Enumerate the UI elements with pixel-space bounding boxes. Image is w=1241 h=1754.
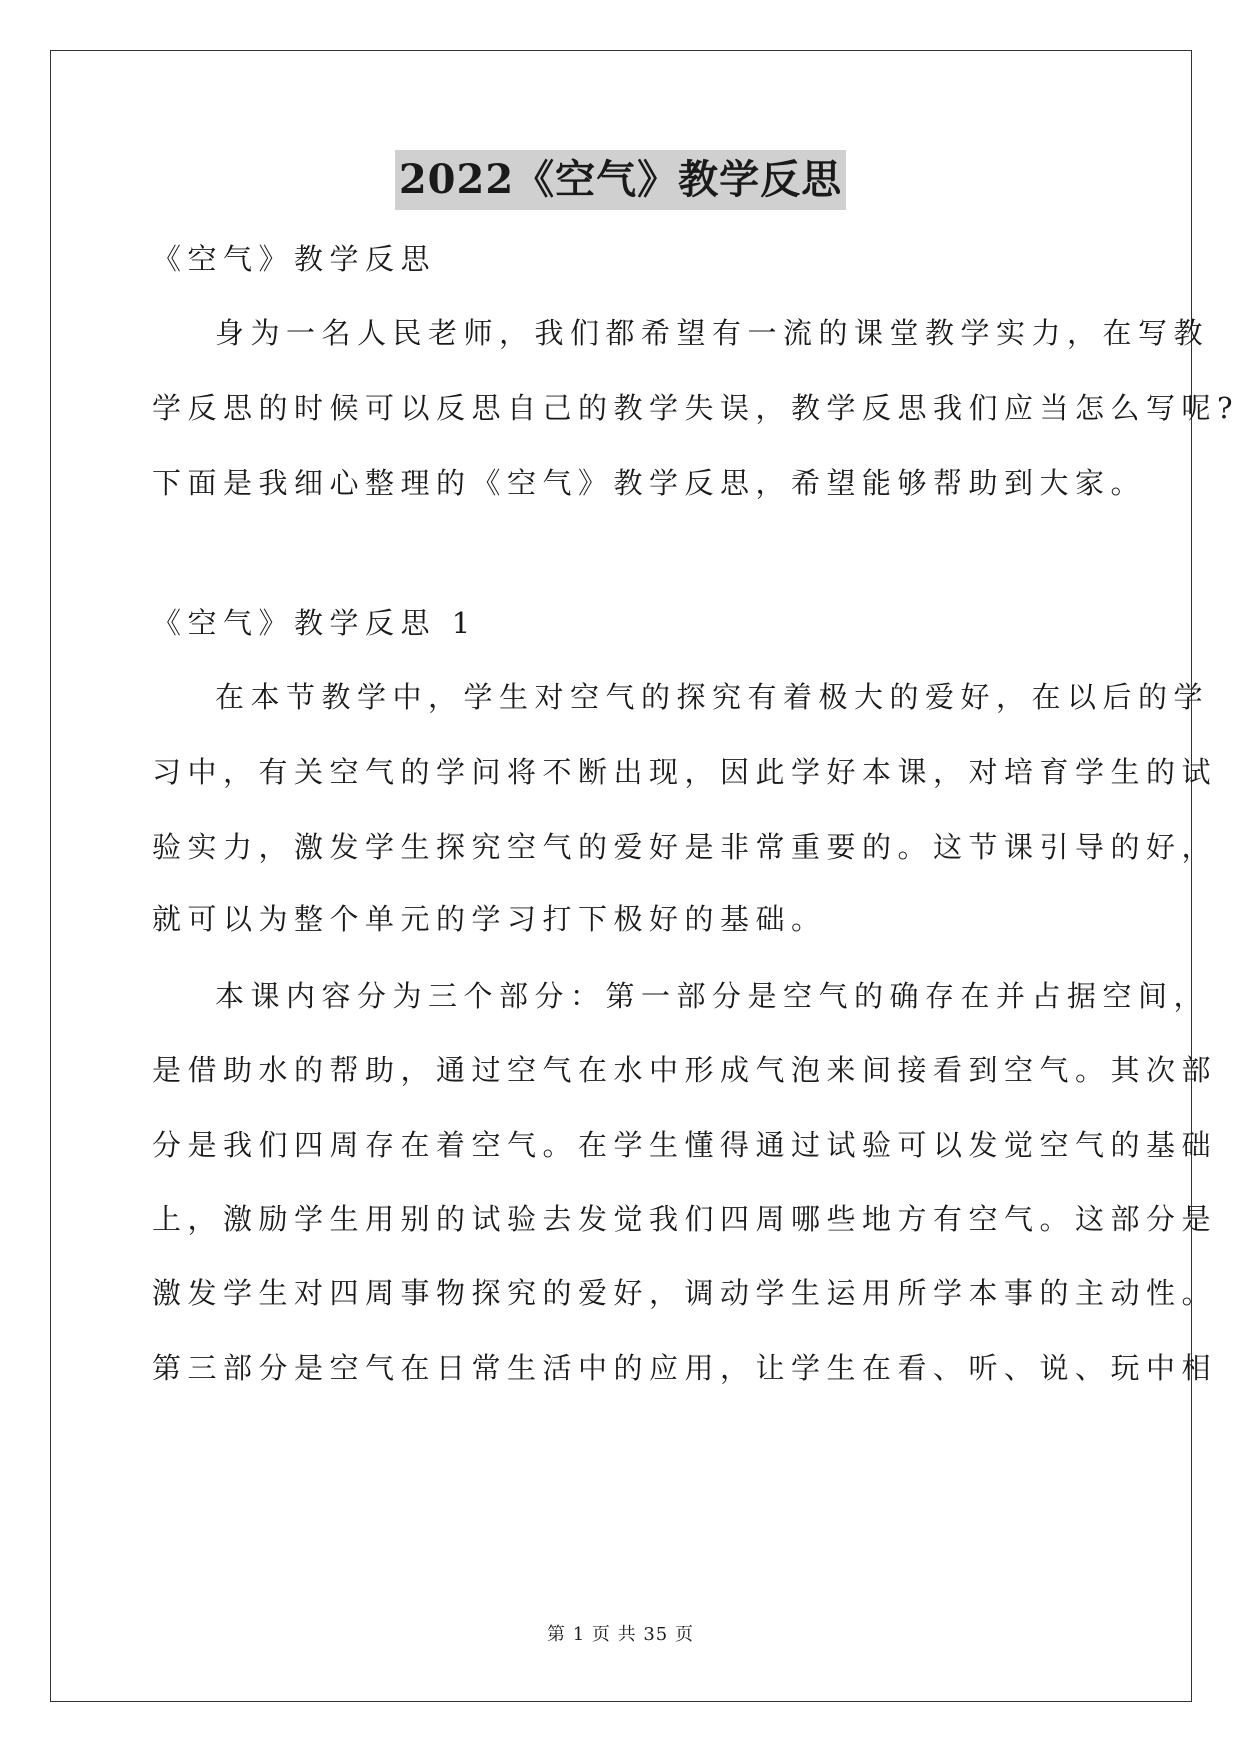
paragraph-line: 是借助水的帮助，通过空气在水中形成气泡来间接看到空气。其次部 bbox=[152, 1053, 1218, 1087]
intro-line: 下面是我细心整理的《空气》教学反思，希望能够帮助到大家。 bbox=[152, 466, 1147, 500]
paragraph-line: 在本节教学中，学生对空气的探究有着极大的爱好，在以后的学 bbox=[215, 680, 1210, 714]
paragraph-line: 分是我们四周存在着空气。在学生懂得通过试验可以发觉空气的基础 bbox=[152, 1128, 1218, 1162]
paragraph-line: 本课内容分为三个部分：第一部分是空气的确存在并占据空间， bbox=[215, 979, 1210, 1013]
page-footer: 第 1 页 共 35 页 bbox=[547, 1624, 694, 1645]
subtitle: 《空气》教学反思 bbox=[152, 242, 437, 276]
page-border bbox=[50, 50, 1192, 1702]
paragraph-line: 验实力，激发学生探究空气的爱好是非常重要的。这节课引导的好， bbox=[152, 830, 1218, 864]
section-heading: 《空气》教学反思 1 bbox=[152, 606, 477, 640]
paragraph-line: 就可以为整个单元的学习打下极好的基础。 bbox=[152, 902, 827, 936]
document-title: 2022《空气》教学反思 bbox=[395, 150, 846, 210]
title-container bbox=[0, 150, 1241, 210]
intro-line: 身为一名人民老师，我们都希望有一流的课堂教学实力，在写教 bbox=[215, 316, 1210, 350]
paragraph-line: 激发学生对四周事物探究的爱好，调动学生运用所学本事的主动性。 bbox=[152, 1276, 1218, 1310]
paragraph-line: 上，激励学生用别的试验去发觉我们四周哪些地方有空气。这部分是 bbox=[152, 1202, 1218, 1236]
paragraph-line: 第三部分是空气在日常生活中的应用，让学生在看、听、说、玩中相 bbox=[152, 1351, 1218, 1385]
intro-line: 学反思的时候可以反思自己的教学失误，教学反思我们应当怎么写呢? bbox=[152, 391, 1240, 425]
paragraph-line: 习中，有关空气的学问将不断出现，因此学好本课，对培育学生的试 bbox=[152, 755, 1218, 789]
